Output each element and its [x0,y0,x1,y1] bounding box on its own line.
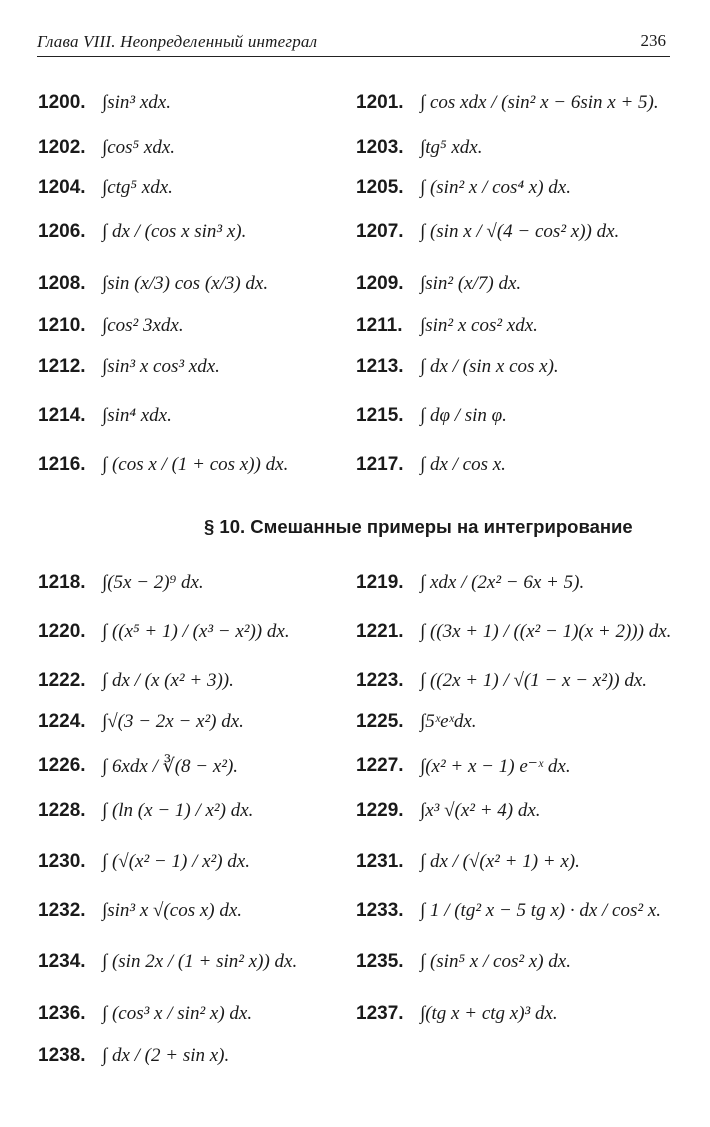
problem-number: 1234. [38,951,86,972]
problem-expression: ∫sin³ x cos³ xdx. [102,356,220,377]
problem-item [38,1036,229,1076]
problem-item [38,612,290,652]
problem-expression: ∫(x² + x − 1) e⁻ˣ dx. [420,755,571,777]
problem-expression: ∫sin² x cos² xdx. [420,315,538,336]
problem-item [38,702,244,742]
problem-item [356,83,659,123]
problem-item [38,396,172,436]
problem-number: 1237. [356,1003,404,1024]
problem-expression: ∫ 6xdx / ∛(8 − x²). [102,755,239,777]
problem-item [38,746,238,786]
problem-number: 1227. [356,755,404,776]
problem-expression: ∫ cos xdx / (sin² x − 6sin x + 5). [420,92,659,113]
problem-item [356,347,559,387]
problem-number: 1217. [356,454,404,475]
problem-expression: ∫ ((3x + 1) / ((x² − 1)(x + 2))) dx. [420,621,672,642]
problem-expression: ∫(tg x + ctg x)³ dx. [420,1003,558,1024]
problem-item [356,791,541,831]
problem-number: 1218. [38,572,86,593]
problem-number: 1214. [38,405,86,426]
problem-expression: ∫ dx / (x (x² + 3)). [102,670,234,691]
problem-item [356,661,647,701]
problem-number: 1215. [356,405,404,426]
problem-item [38,264,268,304]
problem-item [38,83,171,123]
problem-expression: ∫ dx / (2 + sin x). [102,1045,230,1066]
problem-expression: ∫ (cos x / (1 + cos x)) dx. [102,454,289,475]
problem-expression: ∫ dx / (cos x sin³ x). [102,221,247,242]
problem-number: 1204. [38,177,86,198]
problem-number: 1203. [356,137,404,158]
problem-number: 1220. [38,621,86,642]
problem-item [38,168,173,208]
problem-number: 1212. [38,356,86,377]
problem-expression: ∫ (sin x / √(4 − cos² x)) dx. [420,221,620,242]
problem-number: 1229. [356,800,404,821]
problem-expression: ∫x³ √(x² + 4) dx. [420,800,541,821]
problem-item [356,702,477,742]
problem-item [356,396,507,436]
page-number: 236 [640,31,666,50]
problem-item [356,563,584,603]
problem-expression: ∫ (cos³ x / sin² x) dx. [102,1003,253,1024]
problem-expression: ∫cos² 3xdx. [102,315,184,336]
problem-number: 1232. [38,900,86,921]
problem-expression: ∫ (√(x² − 1) / x²) dx. [102,851,250,872]
chapter-title: Глава VIII. Неопределенный интеграл [37,32,318,51]
problem-item [356,264,521,304]
problem-item [356,746,571,786]
problem-expression: ∫ 1 / (tg² x − 5 tg x) · dx / cos² x. [420,900,661,921]
problem-number: 1228. [38,800,86,821]
problem-number: 1235. [356,951,404,972]
problem-expression: ∫5ˣeˣdx. [420,711,477,732]
problem-expression: ∫ ((x⁵ + 1) / (x³ − x²)) dx. [102,621,290,642]
problem-item [38,891,242,931]
problem-expression: ∫(5x − 2)⁹ dx. [102,572,204,593]
problem-item [356,128,482,168]
problem-number: 1226. [38,755,86,776]
problem-item [38,994,252,1034]
problem-item [38,212,246,252]
problem-number: 1202. [38,137,86,158]
problem-item [38,791,253,831]
problem-number: 1207. [356,221,404,242]
problem-expression: ∫sin⁴ xdx. [102,405,172,426]
problem-number: 1225. [356,711,404,732]
problem-item [38,445,288,485]
problem-item [356,212,619,252]
problem-number: 1219. [356,572,404,593]
problem-number: 1236. [38,1003,86,1024]
problem-expression: ∫ (sin 2x / (1 + sin² x)) dx. [102,951,298,972]
problem-number: 1222. [38,670,86,691]
problem-item [356,612,671,652]
problem-item [38,306,184,346]
problem-number: 1213. [356,356,404,377]
problem-item [38,563,204,603]
problem-number: 1238. [38,1045,86,1066]
problem-expression: ∫sin (x/3) cos (x/3) dx. [102,273,269,294]
problem-number: 1224. [38,711,86,732]
problem-expression: ∫ dx / (sin x cos x). [420,356,559,377]
problem-number: 1216. [38,454,86,475]
problem-expression: ∫sin³ x √(cos x) dx. [102,900,243,921]
problem-expression: ∫ (ln (x − 1) / x²) dx. [102,800,254,821]
problem-item [38,128,175,168]
problem-item [38,661,234,701]
problem-number: 1233. [356,900,404,921]
problem-number: 1230. [38,851,86,872]
problem-number: 1205. [356,177,404,198]
problem-item [356,168,571,208]
problem-item [356,891,661,931]
problem-number: 1223. [356,670,404,691]
problem-item [356,445,506,485]
problem-expression: ∫ctg⁵ xdx. [102,177,173,198]
page-header [37,30,670,57]
problem-expression: ∫ xdx / (2x² − 6x + 5). [420,572,585,593]
problem-expression: ∫ ((2x + 1) / √(1 − x − x²)) dx. [420,670,648,691]
problem-number: 1206. [38,221,86,242]
problem-expression: ∫ (sin² x / cos⁴ x) dx. [420,177,571,198]
problem-item [38,347,220,387]
problem-item [38,942,297,982]
problem-number: 1200. [38,92,86,113]
problem-number: 1208. [38,273,86,294]
problem-number: 1201. [356,92,404,113]
problem-item [356,306,538,346]
problem-expression: ∫sin³ xdx. [102,92,171,113]
problem-expression: ∫√(3 − 2x − x²) dx. [102,711,244,732]
problem-number: 1221. [356,621,404,642]
problem-item [38,842,250,882]
problem-item [356,942,571,982]
problem-expression: ∫ dx / cos x. [420,454,506,475]
problem-expression: ∫ dx / (√(x² + 1) + x). [420,851,580,872]
problem-item [356,994,558,1034]
problem-expression: ∫sin² (x/7) dx. [420,273,522,294]
problem-expression: ∫tg⁵ xdx. [420,137,483,158]
problem-expression: ∫cos⁵ xdx. [102,137,176,158]
problem-expression: ∫ dφ / sin φ. [420,405,507,426]
problem-number: 1209. [356,273,404,294]
problem-number: 1231. [356,851,404,872]
problem-number: 1211. [356,315,403,336]
section-title: § 10. Смешанные примеры на интегрирование [204,516,633,537]
problem-item [356,842,580,882]
problem-expression: ∫ (sin⁵ x / cos² x) dx. [420,951,571,972]
problem-number: 1210. [38,315,86,336]
